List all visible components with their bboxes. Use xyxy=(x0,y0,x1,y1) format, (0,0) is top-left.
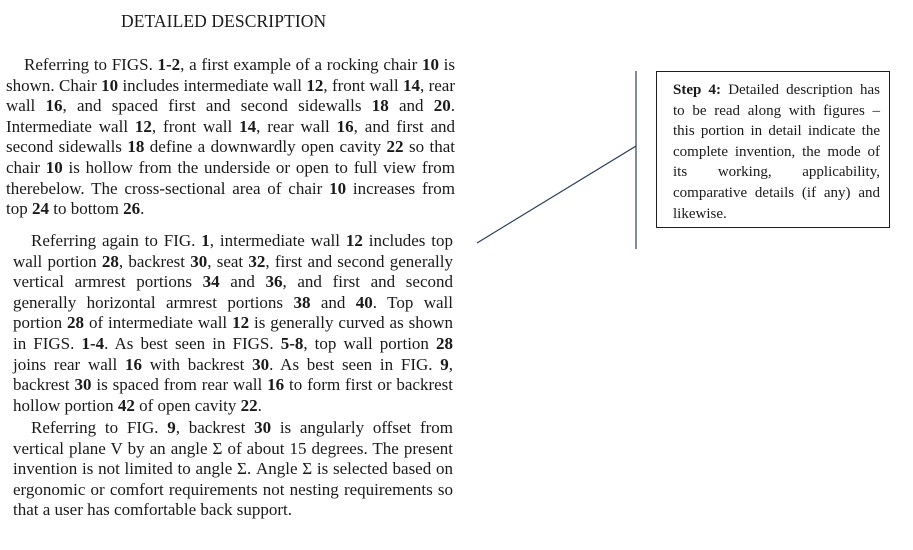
paragraph-text-run: includes top wall portion xyxy=(13,231,453,271)
reference-numeral: 40 xyxy=(355,292,373,312)
reference-numeral: 34 xyxy=(202,272,220,292)
paragraph-text-run: , seat xyxy=(207,251,249,271)
step-callout-box xyxy=(656,71,890,228)
reference-numeral: 12 xyxy=(345,231,363,250)
reference-numeral: 12 xyxy=(134,116,152,136)
reference-numeral: 16 xyxy=(336,116,354,136)
reference-numeral: 5-8 xyxy=(280,333,304,353)
paragraph-text-run: is generally curved as shown in FIGS. xyxy=(13,313,454,353)
paragraph-text-run: , backrest xyxy=(118,251,191,271)
paragraph-text-run: is shown. Chair xyxy=(6,55,456,95)
paragraph-text-run: includes intermediate wall xyxy=(118,75,307,95)
paragraph-text-run: and xyxy=(388,96,434,116)
paragraph-text-run: . xyxy=(140,199,145,219)
paragraph-text-run: , first and second generally vertical armrest portions xyxy=(13,251,453,292)
reference-numeral: 42 xyxy=(117,395,135,415)
reference-numeral: 32 xyxy=(248,251,266,271)
reference-numeral: 28 xyxy=(67,313,85,333)
reference-numeral: 16 xyxy=(45,96,63,116)
reference-numeral: 10 xyxy=(45,157,63,177)
paragraph-text-run: to bottom xyxy=(48,199,124,219)
paragraph-text-run: of open cavity xyxy=(134,395,241,415)
reference-numeral: 18 xyxy=(371,96,389,116)
paragraph-text-run: . As best seen in FIGS. xyxy=(104,333,281,353)
reference-numeral: 9 xyxy=(167,418,176,437)
paragraph-text-run: , and spaced first and second sidewalls xyxy=(62,96,372,116)
reference-numeral: 14 xyxy=(239,116,257,136)
reference-numeral: 28 xyxy=(436,333,453,353)
reference-numeral: 16 xyxy=(267,375,285,395)
paragraph-text-run: , and first and second generally horizontal armrest portions xyxy=(13,272,454,312)
paragraph-text-run: is hollow from the underside or open to full view from therebelow. The cross-sectional area of chair xyxy=(6,157,455,198)
reference-numeral: 1 xyxy=(201,231,210,250)
reference-numeral: 9 xyxy=(440,354,449,374)
reference-numeral: 30 xyxy=(254,418,272,437)
paragraph-text-run: define a downwardly open cavity xyxy=(144,137,387,157)
reference-numeral: 10 xyxy=(101,75,119,95)
paragraph-text-run: and xyxy=(310,292,356,312)
reference-numeral: 26 xyxy=(123,199,141,219)
paragraph-text-run: , backrest xyxy=(175,418,255,437)
paragraph-text-run: is angularly offset from vertical plane V by an angle Σ of about 15 degrees. The present invention is not limited to angle Σ. Angle Σ is selected based on ergonomic or comfort requirements not nesting requirements so that a user has comfortable back support. xyxy=(13,418,453,520)
reference-numeral: 30 xyxy=(190,251,208,271)
paragraph-text-run: joins rear wall xyxy=(13,354,125,374)
reference-numeral: 10 xyxy=(329,178,347,198)
section-heading: DETAILED DESCRIPTION xyxy=(121,11,327,31)
reference-numeral: 28 xyxy=(101,251,119,271)
paragraph-text-run: . xyxy=(257,395,262,415)
reference-numeral: 30 xyxy=(74,375,92,395)
paragraph-text-run: , intermediate wall xyxy=(209,231,346,250)
reference-numeral: 12 xyxy=(306,75,324,95)
connector-diagonal-line xyxy=(477,146,636,243)
callout-step-label: Step 4: xyxy=(673,82,722,98)
paragraph-text-run: . Intermediate wall xyxy=(6,96,455,136)
reference-numeral: 22 xyxy=(240,395,258,415)
reference-numeral: 38 xyxy=(293,292,311,312)
paragraph-text-run: Referring again to FIG. xyxy=(31,231,202,250)
paragraph-text-run: Referring to FIG. xyxy=(31,418,168,437)
paragraph-text-run: . As best seen in FIG. xyxy=(269,354,441,374)
reference-numeral: 10 xyxy=(421,55,439,74)
reference-numeral: 16 xyxy=(125,354,142,374)
paragraph-text-run: , rear wall xyxy=(6,75,455,116)
reference-numeral: 1-2 xyxy=(157,55,181,74)
paragraph-text-run: with backrest xyxy=(142,354,253,374)
reference-numeral: 24 xyxy=(31,199,49,219)
paragraph-text-run: Referring to FIGS. xyxy=(24,55,158,74)
reference-numeral: 20 xyxy=(433,96,451,116)
paragraph-text-run: , rear wall xyxy=(256,116,337,136)
paragraph-text-run: and xyxy=(219,272,266,292)
paragraph-text-run: . Top wall portion xyxy=(13,292,453,333)
paragraph-text-run: , front wall xyxy=(323,75,403,95)
paragraph-text-run: , front wall xyxy=(151,116,240,136)
reference-numeral: 14 xyxy=(402,75,420,95)
paragraph-text-run: of intermediate wall xyxy=(84,313,233,333)
paragraph-text-run: , top wall portion xyxy=(303,333,436,353)
reference-numeral: 1-4 xyxy=(81,333,105,353)
paragraph-text-run: so that chair xyxy=(6,137,456,177)
paragraph-text-run: to form first or backrest hollow portion xyxy=(13,375,453,415)
paragraph-text-run: , and first and second sidewalls xyxy=(6,116,455,157)
paragraph-text-run: , a first example of a rocking chair xyxy=(180,55,422,74)
reference-numeral: 22 xyxy=(386,137,404,157)
paragraph-text-run: is spaced from rear wall xyxy=(91,375,268,395)
callout-text: Detailed description has to be read along with figures – this portion in detail indicate the complete invention, the mode of its working, applicability, comparative details (if any) and likewise. xyxy=(673,82,880,222)
reference-numeral: 30 xyxy=(252,354,270,374)
reference-numeral: 18 xyxy=(127,137,145,157)
reference-numeral: 12 xyxy=(232,313,250,333)
paragraph-text-run: , backrest xyxy=(13,354,454,395)
paragraph-text-run: increases from top xyxy=(6,178,456,219)
reference-numeral: 36 xyxy=(265,272,283,292)
